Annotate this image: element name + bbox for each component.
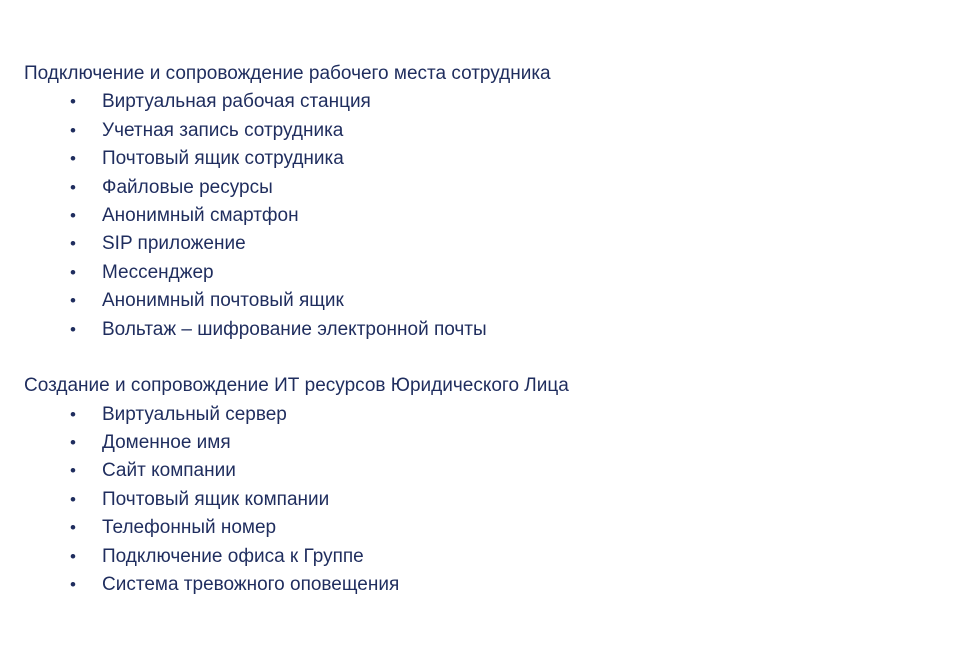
list-item-label: Система тревожного оповещения: [102, 574, 400, 596]
section-heading: Создание и сопровождение ИТ ресурсов Юридического Лица: [24, 375, 569, 397]
list-item-label: Анонимный почтовый ящик: [102, 290, 344, 312]
bullet-icon: •: [70, 234, 76, 254]
bullet-icon: •: [70, 92, 76, 112]
list-item-label: Учетная запись сотрудника: [102, 119, 344, 141]
list-item-label: Виртуальный сервер: [102, 403, 287, 425]
list-item: [24, 543, 944, 571]
list-item: [24, 401, 944, 429]
list-item: [24, 259, 944, 287]
section-legal-entity: [24, 372, 944, 599]
list-item-label: Телефонный номер: [102, 517, 277, 539]
list-item-label: Подключение офиса к Группе: [102, 545, 364, 567]
list-item-label: Вольтаж – шифрование электронной почты: [102, 318, 487, 340]
list-item-label: Виртуальная рабочая станция: [102, 91, 371, 113]
section-spacer: [24, 344, 944, 372]
list-item-label: Анонимный смартфон: [102, 204, 299, 226]
bullet-icon: •: [70, 149, 76, 169]
section-workplace: [24, 60, 944, 344]
bullet-icon: •: [70, 518, 76, 538]
list-item: [24, 457, 944, 485]
bullet-icon: •: [70, 575, 76, 595]
list-item: [24, 117, 944, 145]
section-heading: Подключение и сопровождение рабочего места сотрудника: [24, 63, 551, 84]
slide-content: [24, 60, 944, 599]
list-item-label: SIP приложение: [102, 233, 246, 255]
bullet-icon: •: [70, 461, 76, 481]
bullet-icon: •: [70, 120, 76, 140]
bullet-icon: •: [70, 291, 76, 311]
list-item: [24, 145, 944, 173]
list-item: [24, 429, 944, 457]
bullet-icon: •: [70, 489, 76, 509]
bullet-icon: •: [70, 177, 76, 197]
bullet-icon: •: [70, 404, 76, 424]
bullet-list: [24, 88, 944, 344]
list-item: [24, 174, 944, 202]
list-item-label: Почтовый ящик компании: [102, 488, 330, 510]
bullet-icon: •: [70, 205, 76, 225]
list-item: [24, 571, 944, 599]
list-item-label: Файловые ресурсы: [102, 176, 273, 198]
bullet-list: [24, 401, 944, 600]
list-item-label: Доменное имя: [102, 432, 231, 454]
list-item: [24, 486, 944, 514]
bullet-icon: •: [70, 433, 76, 453]
list-item: [24, 316, 944, 344]
list-item: [24, 287, 944, 315]
list-item: [24, 88, 944, 116]
list-item: [24, 514, 944, 542]
bullet-icon: •: [70, 546, 76, 566]
list-item-label: Сайт компании: [102, 460, 236, 482]
list-item-label: Мессенджер: [102, 261, 214, 283]
list-item: [24, 202, 944, 230]
bullet-icon: •: [70, 262, 76, 282]
list-item-label: Почтовый ящик сотрудника: [102, 148, 344, 170]
list-item: [24, 230, 944, 258]
bullet-icon: •: [70, 319, 76, 339]
